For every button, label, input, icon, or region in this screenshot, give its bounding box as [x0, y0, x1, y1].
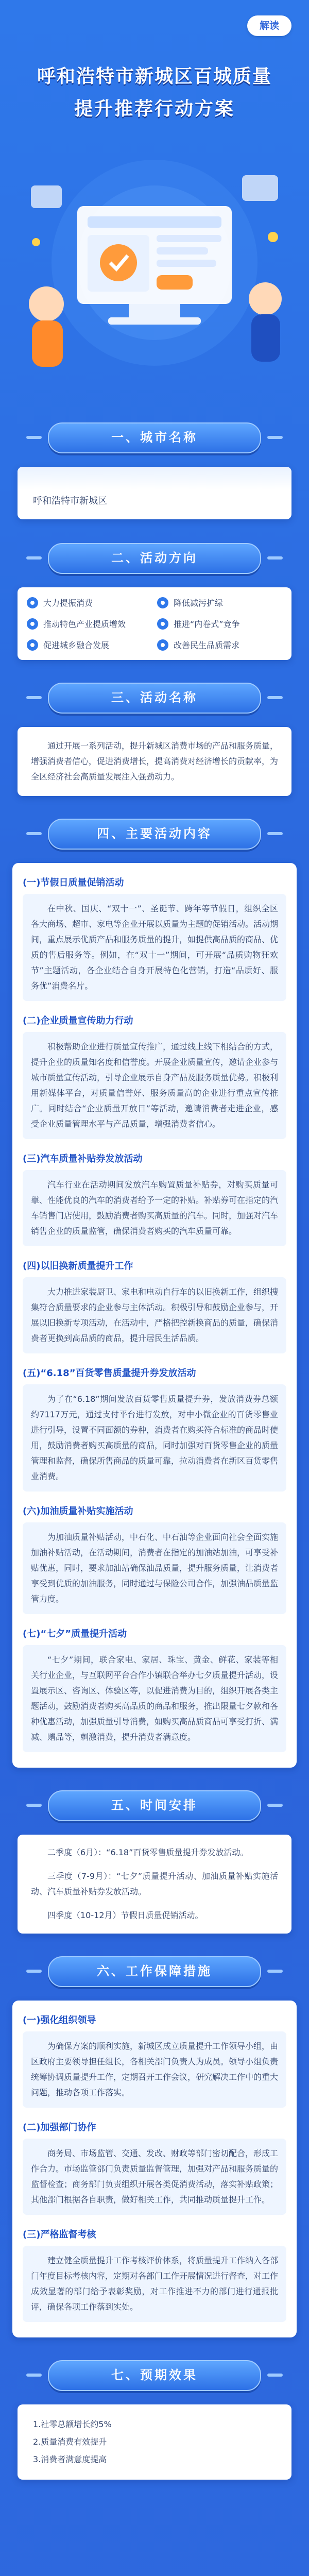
direction-item: 降低减污扩绿 [157, 597, 282, 608]
bullet-icon [27, 639, 38, 651]
section-main-contents [0, 819, 309, 1768]
title-line-2: 提升推荐行动方案 [74, 98, 235, 120]
effect-item: 3.消费者满意度提高 [33, 2454, 107, 2464]
content-body: 积极帮助企业进行质量宣传推广，通过线上线下相结合的方式，提升企业的质量知名度和信誉度。开展企业质量宣传，邀请企业参与城市质量宣传活动，引导企业展示自身产品及服务质量优势。积极利用新媒体平台，对质量信誉好、服务质量高的企业进行重点宣传推广。同时结合“企业质量开放日”等活动，邀请消费者走进企业，感受企业质量管理水平与产品质量，增强消费者信心。 [23, 1032, 286, 1139]
effect-item: 1.社零总额增长约5% [33, 2419, 112, 2429]
safeguard-item [23, 2013, 286, 2108]
section-directions [0, 543, 309, 660]
content-title: (六)加油质量补贴实施活动 [23, 1506, 133, 1517]
section-expected-effects [0, 2360, 309, 2480]
effect-item: 2.质量消费有效提升 [33, 2437, 107, 2447]
schedule-item: 三季度（7-9月）：“七夕”质量提升活动、加油质量补贴实施活动、汽车质量补贴券发放活动。 [31, 1871, 278, 1896]
bullet-icon [27, 618, 38, 630]
safeguard-title: (二)加强部门协作 [23, 2122, 96, 2133]
content-body: 汽车行业在活动期间发放汽车购置质量补贴券，对购买质量可靠、性能优良的汽车的消费者给予一定的补贴。补贴券可在指定的汽车销售门店使用，鼓励消费者购买高质量的汽车。同时，加强对汽车销售企业的质量监管，确保消费者购买的汽车质量可靠。 [23, 1170, 286, 1246]
direction-item: 大力提振消费 [27, 597, 152, 608]
content-item [23, 1259, 286, 1353]
section-safeguards [0, 1956, 309, 2337]
bullet-icon [157, 639, 168, 651]
content-body: 为加油质量补贴活动，中石化、中石油等企业面向社会全面实施加油补贴活动，在活动期间，消费者在指定的加油站加油，可享受补贴优惠，同时，要求加油站确保油品质量，提升服务质量，让消费者享受到优质的加油服务，同时通过与保险公司合作，加强油品质量监管力度。 [23, 1522, 286, 1614]
section-schedule [0, 1790, 309, 1934]
safeguard-body: 建立健全质量提升工作考核评价体系，将质量提升工作纳入各部门年度目标考核内容，定期对各部门工作开展情况进行督查，对工作成效显著的部门给予表彰奖励，对工作推进不力的部门进行通报批评，确保各项工作落到实处。 [23, 2246, 286, 2322]
safeguard-item [23, 2227, 286, 2322]
direction-item: 推动特色产业提质增效 [27, 618, 152, 630]
unscramble-button[interactable]: 解读 [247, 15, 291, 36]
content-title: (二)企业质量宣传助力行动 [23, 1015, 133, 1026]
content-body: “七夕”期间，联合家电、家居、珠宝、黄金、鲜花、家装等相关行业企业，与互联网平台合作小镇联合举办七夕质量提升活动，设置展示区、咨询区、体验区等，以促进消费为目的，组织开展各类主题活动，鼓励消费者购买高品质的商品和服务，推出限量七夕款和各种优惠活动，加强质量引导消费，如购买高品质商品可享受打折、满减、赠品等，刺激消费，提升消费者满意度。 [23, 1645, 286, 1752]
schedule-item: 二季度（6月）：“6.18”百货零售质量提升券发放活动。 [47, 1848, 249, 1857]
content-item [23, 1626, 286, 1752]
content-title: (五)“6.18”百货零售质量提升券发放活动 [23, 1368, 196, 1379]
content-item [23, 875, 286, 1001]
section-label: 四、主要活动内容 [48, 819, 261, 850]
bullet-icon [27, 597, 38, 608]
section-city-name [0, 422, 309, 519]
direction-item: 改善民生品质需求 [157, 639, 282, 651]
content-item [23, 1366, 286, 1492]
content-title: (一)节假日质量促销活动 [23, 877, 124, 888]
activity-name-card [18, 727, 291, 796]
hero-banner [0, 0, 309, 392]
bullet-icon [157, 618, 168, 630]
city-name: 呼和浩特市新城区 [33, 496, 107, 506]
section-label: 五、时间安排 [48, 1790, 261, 1821]
safeguard-title: (三)严格监督考核 [23, 2229, 96, 2240]
safeguard-body: 为确保方案的顺利实施，新城区成立质量提升工作领导小组，由区政府主要领导担任组长，各相关部门负责人为成员。领导小组负责统筹协调质量提升工作，定期召开工作会议，研究解决工作中的重大问题，推动各项工作落实。 [23, 2031, 286, 2108]
content-item [23, 1504, 286, 1614]
direction-item: 推进“内卷式”竞争 [157, 618, 282, 630]
activity-name-text: 通过开展一系列活动，提升新城区消费市场的产品和服务质量，增强消费者信心，促进消费增长，提高消费对经济增长的贡献率，为全区经济社会高质量发展注入强劲动力。 [31, 741, 279, 782]
safeguard-item [23, 2120, 286, 2215]
content-item [23, 1151, 286, 1246]
section-activity-name [0, 683, 309, 796]
bullet-icon [157, 597, 168, 608]
direction-item: 促进城乡融合发展 [27, 639, 152, 651]
section-label: 三、活动名称 [48, 683, 261, 714]
content-body: 大力推进家装厨卫、家电和电动自行车的以旧换新工作，组织搜集符合质量要求的企业参与主体活动。积极引导和鼓励企业参与，开展以旧换新专项活动，在活动中，严格把控新换商品的质量，确保消费者更换到高品质的商品，提升居民生活品质。 [23, 1277, 286, 1353]
section-label: 一、城市名称 [48, 422, 261, 453]
content-body: 在中秋、国庆、“双十一”、圣诞节、跨年等节假日，组织全区各大商场、超市、家电等企业开展以质量为主题的促销活动。活动期间，重点展示优质产品和服务质量的提升，如提供高品质的商品、优质的售后服务等。例如，在“双十一”期间，可开展“品质购物狂欢节”主题活动，各企业结合自身开展特色化营销，打造“品质好、服务优”消费名片。 [23, 894, 286, 1001]
safeguard-body: 商务局、市场监管、交通、发改、财政等部门密切配合，形成工作合力。市场监管部门负责质量监督管理，加强对产品和服务质量的监督检查；商务部门负责组织开展各类促消费活动，落实补贴政策；其他部门根据各自职责，做好相关工作，共同推动质量提升工作。 [23, 2139, 286, 2215]
contents-card [12, 863, 297, 1768]
directions-grid [18, 587, 291, 660]
section-label: 二、活动方向 [48, 543, 261, 574]
hero-illustration [0, 134, 309, 381]
city-card [18, 467, 291, 519]
content-item [23, 1013, 286, 1139]
content-title: (三)汽车质量补贴券发放活动 [23, 1154, 143, 1164]
content-body: 为了在“6.18”期间发放百货零售质量提升券，发放消费券总额约7117万元，通过支付平台进行发放，对中小微企业的百货零售业进行引导，设置不同面额的券种，消费者在购买符合标准的商品时使用，鼓励消费者购买高质量的商品，同时加强对百货零售企业的质量管理和监督，确保所售商品的质量可靠，拉动消费者在新区百货零售业消费。 [23, 1384, 286, 1492]
card-band [18, 467, 291, 489]
content-title: (四)以旧换新质量提升工作 [23, 1261, 133, 1272]
section-label: 七、预期效果 [48, 2360, 261, 2391]
section-label: 六、工作保障措施 [48, 1956, 261, 1987]
content-title: (七)“七夕”质量提升活动 [23, 1629, 127, 1639]
page-title [0, 62, 309, 121]
safeguard-title: (一)强化组织领导 [23, 2015, 96, 2026]
safeguards-card [12, 2001, 297, 2337]
effects-card [18, 2404, 291, 2480]
schedule-card [18, 1835, 291, 1934]
schedule-item: 四季度（10-12月）节假日质量促销活动。 [47, 1910, 203, 1920]
title-line-1: 呼和浩特市新城区百城质量 [37, 65, 272, 87]
